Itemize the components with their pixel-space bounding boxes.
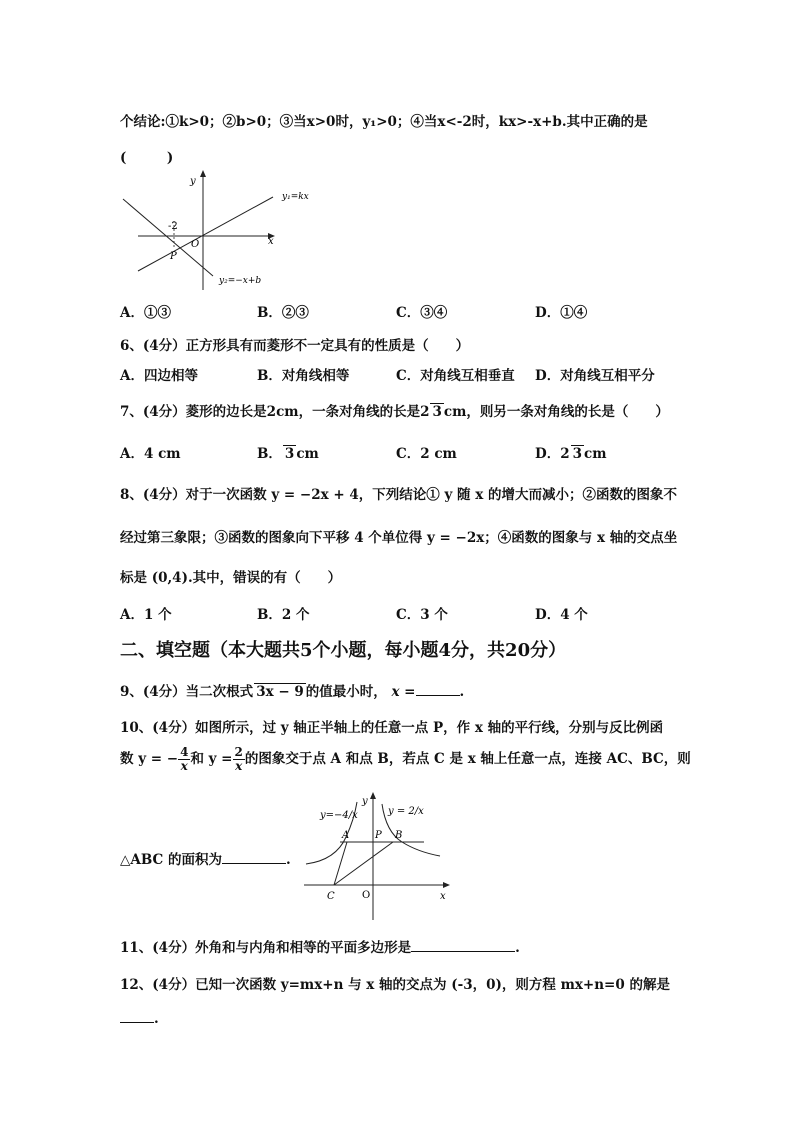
- q10-end: .: [285, 852, 291, 868]
- q10-figure: [300, 792, 460, 922]
- q9-radical: 3x − 9: [256, 684, 304, 700]
- section-heading: 二、填空题（本大题共5个小题，每小题4分，共20分）: [120, 640, 567, 661]
- q9-stem-part2: 的值最小时，: [305, 684, 387, 700]
- q9-stem: [120, 680, 464, 700]
- q10-line2-c: 的图象交于点 A 和点 B，若点 C 是 x 轴上任意一点，连接 AC、BC，则: [244, 751, 691, 767]
- q8-option-b[interactable]: B．2 个: [257, 607, 310, 623]
- q5-figure: [118, 170, 318, 295]
- q5-stem: 个结论:①k>0；②b>0；③当x>0时，y₁>0；④当x<-2时，kx>-x+b.其中正确的是: [120, 114, 648, 130]
- q10-frac2-num: 2: [234, 745, 243, 759]
- q10-frac1: [178, 746, 190, 773]
- q10-frac2: [233, 746, 245, 773]
- q5-fig-line1-label: y₁=kx: [282, 192, 309, 202]
- q7-option-b[interactable]: [257, 442, 319, 462]
- q10-fig-point-c: C: [327, 891, 335, 902]
- q7-option-d[interactable]: [535, 442, 607, 462]
- q10-line2-b: 和 y =: [190, 751, 233, 767]
- q6-option-d[interactable]: D．对角线互相平分: [535, 368, 655, 384]
- q9-var: x =: [391, 684, 416, 700]
- q12-end: .: [154, 1011, 159, 1027]
- q9-answer-blank[interactable]: [416, 683, 460, 696]
- q12-stem: 12、(4分）已知一次函数 y=mx+n 与 x 轴的交点为 (-3，0)，则方程 mx+n=0 的解是: [120, 977, 670, 993]
- q7-stem-part2: cm，则另一条对角线的长是（ ）: [443, 404, 669, 420]
- q12-answer-blank[interactable]: [120, 1010, 154, 1023]
- q8-option-a[interactable]: A．1 个: [120, 607, 172, 623]
- q12-answer-line: [120, 1010, 159, 1027]
- q7-option-d-radical: 3: [572, 446, 583, 462]
- q7-option-c[interactable]: C．2 cm: [396, 446, 457, 462]
- q6-option-a[interactable]: A．四边相等: [120, 368, 198, 384]
- q10-fig-origin: O: [362, 890, 371, 901]
- q6-stem: 6、(4分）正方形具有而菱形不一定具有的性质是（ ）: [120, 338, 470, 354]
- q5-option-c[interactable]: C．③④: [396, 305, 448, 321]
- q10-fig-left-eq: y=−4/x: [320, 810, 358, 821]
- q10-line2-a: 数 y = −: [120, 751, 179, 767]
- q5-fig-origin: O: [191, 239, 200, 250]
- q10-frac1-den: x: [180, 759, 188, 773]
- q8-option-d[interactable]: D．4 个: [535, 607, 588, 623]
- q5-option-b[interactable]: B．②③: [257, 305, 309, 321]
- q7-option-b-letter: B．: [257, 446, 282, 462]
- q10-fig-point-a: A: [342, 830, 350, 841]
- q8-stem-line3: 标是 (0,4).其中，错误的有（ ）: [120, 570, 342, 586]
- q7-option-b-unit: cm: [296, 446, 319, 462]
- q5-option-d[interactable]: D．①④: [535, 305, 588, 321]
- q7-option-d-letter: D．2: [535, 446, 570, 462]
- q10-answer-blank[interactable]: [222, 851, 286, 864]
- q7-stem: [120, 400, 669, 420]
- q5-fig-tick: -2: [168, 221, 178, 232]
- q8-stem-line2: 经过第三象限；③函数的图象向下平移 4 个单位得 y = −2x；④函数的图象与 x 轴的交点坐: [120, 530, 678, 546]
- q10-frac2-den: x: [235, 759, 243, 773]
- q7-option-d-unit: cm: [584, 446, 607, 462]
- q7-stem-part1: 7、(4分）菱形的边长是2cm，一条对角线的长是2: [120, 404, 430, 420]
- q7-stem-radical: 3: [432, 404, 442, 420]
- q10-frac1-num: 4: [180, 745, 189, 759]
- q7-option-a[interactable]: A．4 cm: [120, 446, 181, 462]
- q6-option-b[interactable]: B．对角线相等: [257, 368, 350, 384]
- q5-fig-axis-x: x: [268, 236, 274, 247]
- q11-end: .: [515, 940, 520, 956]
- q7-option-b-radical: 3: [284, 446, 295, 462]
- q10-stem-line1: 10、(4分）如图所示，过 y 轴正半轴上的任意一点 P，作 x 轴的平行线，分别与反比例函: [120, 720, 664, 736]
- q11-answer-blank[interactable]: [411, 939, 515, 952]
- q5-answer-paren: ( ): [120, 150, 174, 166]
- q5-fig-point-p: P: [170, 251, 177, 262]
- q5-fig-line2-label: y₂=−x+b: [219, 276, 262, 286]
- q9-stem-part1: 9、(4分）当二次根式: [120, 684, 254, 700]
- q10-stem-line3: [120, 848, 291, 868]
- q10-fig-point-p: P: [375, 830, 382, 841]
- q11-stem-text: 11、(4分）外角和与内角和相等的平面多边形是: [120, 940, 412, 956]
- q10-stem-line2: [120, 746, 691, 773]
- q9-end: .: [459, 684, 465, 700]
- q5-option-a[interactable]: A．①③: [120, 305, 171, 321]
- q8-option-c[interactable]: C．3 个: [396, 607, 448, 623]
- q10-fig-point-b: B: [395, 830, 403, 841]
- q10-fig-right-eq: y = 2/x: [388, 806, 424, 817]
- q10-fig-axis-x: x: [440, 891, 446, 902]
- q10-fig-axis-y: y: [362, 796, 368, 807]
- q8-stem-line1: 8、(4分）对于一次函数 y = −2x + 4，下列结论① y 随 x 的增大而减小；②函数的图象不: [120, 487, 677, 503]
- q10-line3-text: △ABC 的面积为: [120, 852, 222, 868]
- q5-fig-axis-y: y: [190, 176, 196, 187]
- q11-stem: [120, 936, 520, 956]
- q6-option-c[interactable]: C．对角线互相垂直: [396, 368, 515, 384]
